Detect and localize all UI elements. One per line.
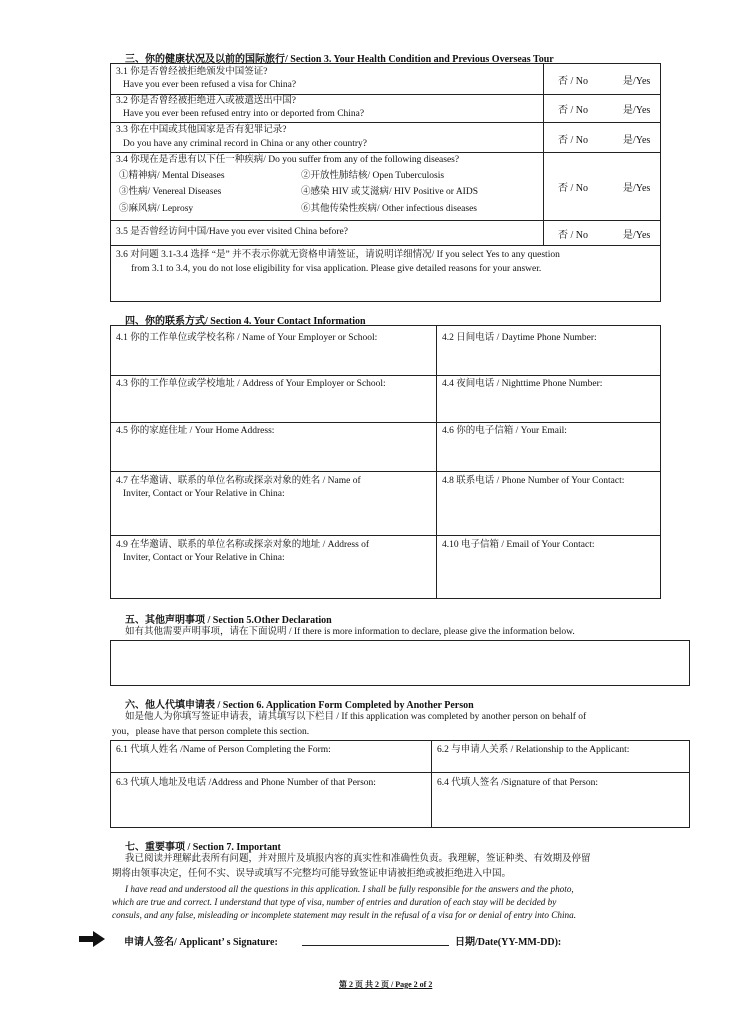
field-63-label: 6.3 代填人地址及电话 /Address and Phone Number of that Person: bbox=[116, 778, 376, 788]
section7-title: 七、重要事项 / Section 7. Important bbox=[125, 842, 281, 853]
field-43-label: 4.3 你的工作单位或学校地址 / Address of Your Employer or School: bbox=[116, 379, 386, 389]
field-45-label: 4.5 你的家庭住址 / Your Home Address: bbox=[116, 426, 275, 436]
field-48-label: 4.8 联系电话 / Phone Number of Your Contact: bbox=[442, 476, 625, 486]
disease-leprosy: ⑤麻风病/ Leprosy bbox=[119, 204, 194, 214]
section7-cn-line2: 期将由领事决定，任何不实、误导或填写不完整均可能导致签证申请被拒绝或被拒绝进入中国。 bbox=[112, 869, 512, 879]
home-address-input[interactable] bbox=[111, 439, 435, 470]
field-410-label: 4.10 电子信箱 / Email of Your Contact: bbox=[442, 540, 595, 550]
field-47-label-line2: Inviter, Contact or Your Relative in China: bbox=[123, 489, 285, 499]
field-64-label: 6.4 代填人签名 /Signature of that Person: bbox=[437, 778, 598, 788]
section7-cn-line1: 我已阅读并理解此表所有问题，并对照片及填报内容的真实性和准确性负责。我理解，签证种类、有效期及停留 bbox=[125, 854, 591, 864]
q31-no-option[interactable]: 否 / No bbox=[558, 76, 588, 87]
q35-yes-option[interactable]: 是/Yes bbox=[623, 230, 651, 241]
disease-venereal: ③性病/ Venereal Diseases bbox=[119, 187, 222, 197]
nighttime-phone-input[interactable] bbox=[437, 392, 660, 421]
arrow-right-icon bbox=[79, 931, 105, 952]
q33-cn: 3.3 你在中国或其他国家是否有犯罪记录? bbox=[116, 125, 287, 135]
section6-table bbox=[110, 740, 690, 828]
section5-title: 五、其他声明事项 / Section 5.Other Declaration bbox=[125, 615, 332, 626]
field-47-label-line1: 4.7 在华邀请、联系的单位名称或探亲对象的姓名 / Name of bbox=[116, 476, 361, 486]
q33-yes-option[interactable]: 是/Yes bbox=[623, 135, 651, 146]
field-44-label: 4.4 夜间电话 / Nighttime Phone Number: bbox=[442, 379, 603, 389]
q32-yes-option[interactable]: 是/Yes bbox=[623, 105, 651, 116]
inviter-name-input[interactable] bbox=[111, 503, 435, 534]
q36-line1: 3.6 对问题 3.1-3.4 选择 “是” 并不表示你就无资格申请签证，请说明详细情况/ If you select Yes to any question bbox=[116, 250, 560, 260]
inviter-address-input[interactable] bbox=[111, 567, 435, 597]
page-number: 第 2 页 共 2 页 / Page 2 of 2 bbox=[339, 980, 433, 989]
q35-no-option[interactable]: 否 / No bbox=[558, 230, 588, 241]
daytime-phone-input[interactable] bbox=[437, 346, 660, 374]
disease-other: ⑥其他传染性疾病/ Other infectious diseases bbox=[301, 204, 477, 214]
disease-mental: ①精神病/ Mental Diseases bbox=[119, 171, 225, 181]
q34-yes-option[interactable]: 是/Yes bbox=[623, 183, 651, 194]
section7-en-line2: which are true and correct. I understand that type of visa, number of entries and duration of each stay will be decided by bbox=[112, 897, 557, 907]
preparer-signature-input[interactable] bbox=[432, 791, 689, 826]
employer-address-input[interactable] bbox=[111, 392, 435, 421]
applicant-signature-line[interactable] bbox=[302, 945, 449, 946]
field-42-label: 4.2 日间电话 / Daytime Phone Number: bbox=[442, 333, 597, 343]
section3-table bbox=[110, 63, 661, 302]
field-61-label: 6.1 代填人姓名 /Name of Person Completing the Form: bbox=[116, 745, 331, 755]
q31-yes-option[interactable]: 是/Yes bbox=[623, 76, 651, 87]
contact-email-input[interactable] bbox=[437, 555, 660, 597]
field-41-label: 4.1 你的工作单位或学校名称 / Name of Your Employer or School: bbox=[116, 333, 378, 343]
disease-tuberculosis: ②开放性肺结核/ Open Tuberculosis bbox=[301, 171, 445, 181]
section7-en-line1: I have read and understood all the questions in this application. I shall be fully responsible for the answers and the photo, bbox=[125, 884, 574, 894]
disease-hiv: ④感染 HIV 或艾滋病/ HIV Positive or AIDS bbox=[301, 187, 478, 197]
contact-phone-input[interactable] bbox=[437, 491, 660, 534]
field-49-label-line2: Inviter, Contact or Your Relative in China: bbox=[123, 553, 285, 563]
field-46-label: 4.6 你的电子信箱 / Your Email: bbox=[442, 426, 567, 436]
section4-title: 四、你的联系方式/ Section 4. Your Contact Information bbox=[125, 316, 366, 327]
q34-no-option[interactable]: 否 / No bbox=[558, 183, 588, 194]
section6-note-line1: 如是他人为你填写签证申请表，请其填写以下栏目 / If this application was completed by another person on behalf of bbox=[125, 712, 587, 722]
relationship-input[interactable] bbox=[432, 757, 689, 771]
section6-note-line2: you，please have that person complete this section. bbox=[112, 727, 310, 737]
q36-line2: from 3.1 to 3.4, you do not lose eligibility for visa application. Please give detailed reasons for your answer. bbox=[131, 264, 542, 274]
other-declaration-field[interactable] bbox=[110, 640, 690, 686]
preparer-name-input[interactable] bbox=[111, 757, 430, 771]
q35-text: 3.5 是否曾经访问中国/Have you ever visited China before? bbox=[116, 227, 348, 237]
section5-note: 如有其他需要声明事项，请在下面说明 / If there is more information to declare, please give the information below. bbox=[125, 627, 575, 637]
q33-no-option[interactable]: 否 / No bbox=[558, 135, 588, 146]
section7-en-line3: consuls, and any false, misleading or incomplete statement may result in the refusal of a visa for or denial of entry into China. bbox=[112, 910, 577, 920]
section4-table bbox=[110, 325, 661, 599]
section3-title: 三、你的健康状况及以前的国际旅行/ Section 3. Your Health Condition and Previous Overseas Tour bbox=[125, 54, 554, 65]
q32-no-option[interactable]: 否 / No bbox=[558, 105, 588, 116]
q31-cn: 3.1 你是否曾经被拒绝颁发中国签证? bbox=[116, 67, 268, 77]
applicant-signature-label: 申请人签名/ Applicant’ s Signature: bbox=[124, 937, 278, 948]
q32-en: Have you ever been refused entry into or deported from China? bbox=[123, 109, 365, 119]
date-label: 日期/Date(YY-MM-DD): bbox=[455, 937, 562, 948]
preparer-address-input[interactable] bbox=[111, 791, 430, 826]
q36-details-field[interactable] bbox=[111, 278, 660, 301]
section6-title: 六、他人代填申请表 / Section 6. Application Form Completed by Another Person bbox=[125, 700, 474, 711]
q34-intro: 3.4 你现在是否患有以下任一种疾病/ Do you suffer from any of the following diseases? bbox=[116, 155, 460, 165]
field-62-label: 6.2 与申请人关系 / Relationship to the Applicant: bbox=[437, 745, 630, 755]
employer-name-input[interactable] bbox=[111, 346, 435, 374]
field-49-label-line1: 4.9 在华邀请、联系的单位名称或探亲对象的地址 / Address of bbox=[116, 540, 370, 550]
email-input[interactable] bbox=[437, 439, 660, 470]
q32-cn: 3.2 你是否曾经被拒绝进入或被遣送出中国? bbox=[116, 96, 296, 106]
q33-en: Do you have any criminal record in China or any other country? bbox=[123, 139, 368, 149]
q31-en: Have you ever been refused a visa for China? bbox=[123, 80, 297, 90]
